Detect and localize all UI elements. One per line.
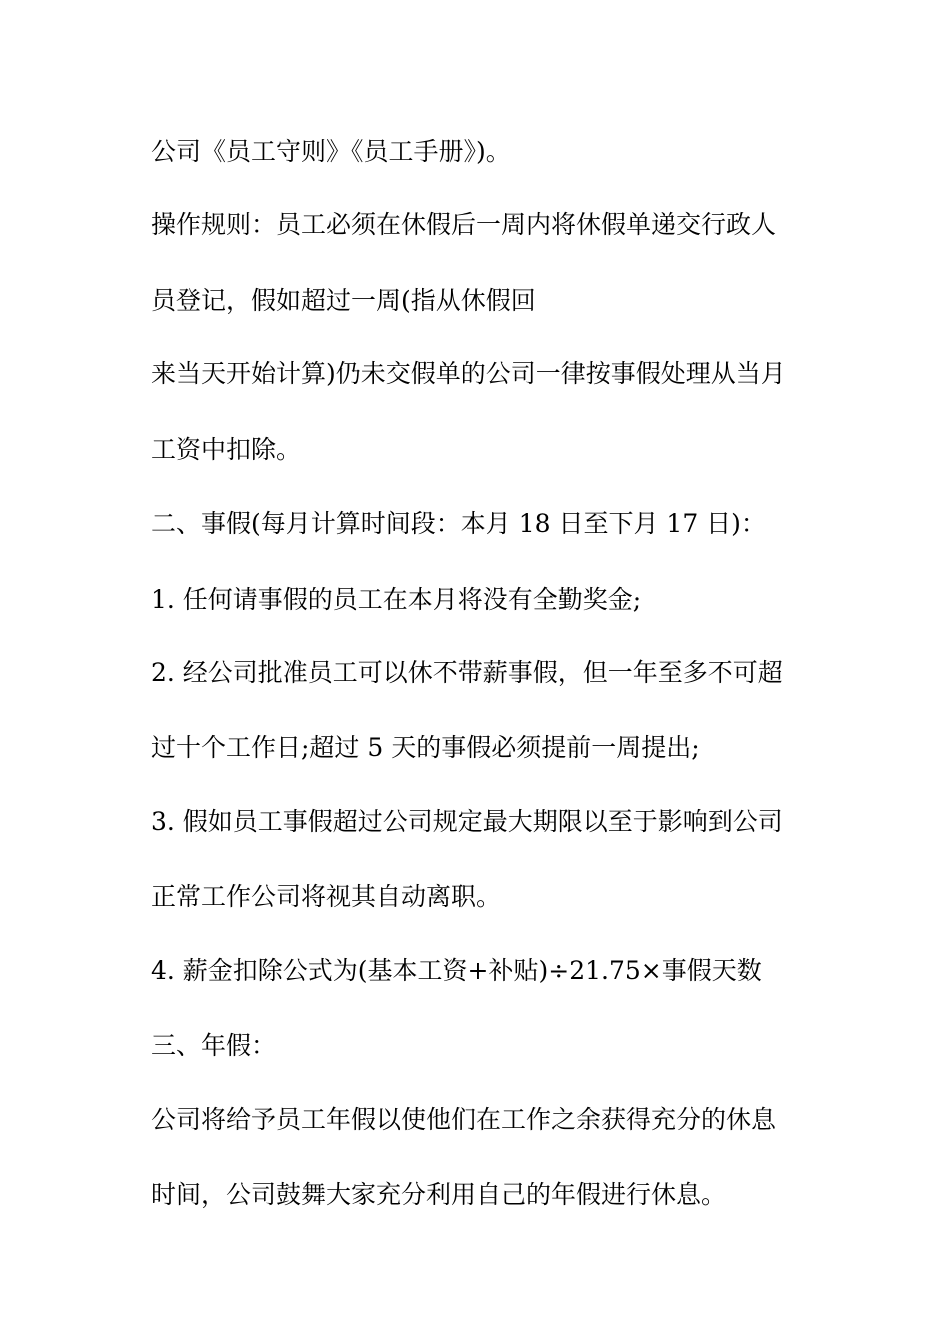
text-line: 公司将给予员工年假以使他们在工作之余获得充分的休息 [151, 1105, 777, 1134]
section-heading: 三、年假： [151, 1031, 277, 1060]
text-line: 正常工作公司将视其自动离职。 [151, 882, 502, 911]
text-line: 时间，公司鼓舞大家充分利用自己的年假进行休息。 [151, 1180, 727, 1209]
section-heading: 二、事假(每月计算时间段：本月 18 日至下月 17 日)： [151, 509, 766, 538]
list-item: 2. 经公司批准员工可以休不带薪事假，但一年至多不可超 [151, 658, 783, 687]
list-item: 3. 假如员工事假超过公司规定最大期限以至于影响到公司 [151, 807, 783, 836]
text-line: 来当天开始计算)仍未交假单的公司一律按事假处理从当月 [151, 359, 786, 388]
text-line: 工资中扣除。 [151, 435, 302, 464]
list-item: 1. 任何请事假的员工在本月将没有全勤奖金; [151, 585, 642, 614]
text-line: 员登记，假如超过一周(指从休假回 [151, 286, 536, 315]
text-line: 公司《员工守则》《员工手册》)。 [151, 137, 511, 166]
text-line: 过十个工作日;超过 5 天的事假必须提前一周提出; [151, 733, 700, 762]
list-item: 4. 薪金扣除公式为(基本工资+补贴)÷21.75×事假天数 [151, 956, 762, 985]
text-line: 操作规则：员工必须在休假后一周内将休假单递交行政人 [151, 210, 777, 239]
